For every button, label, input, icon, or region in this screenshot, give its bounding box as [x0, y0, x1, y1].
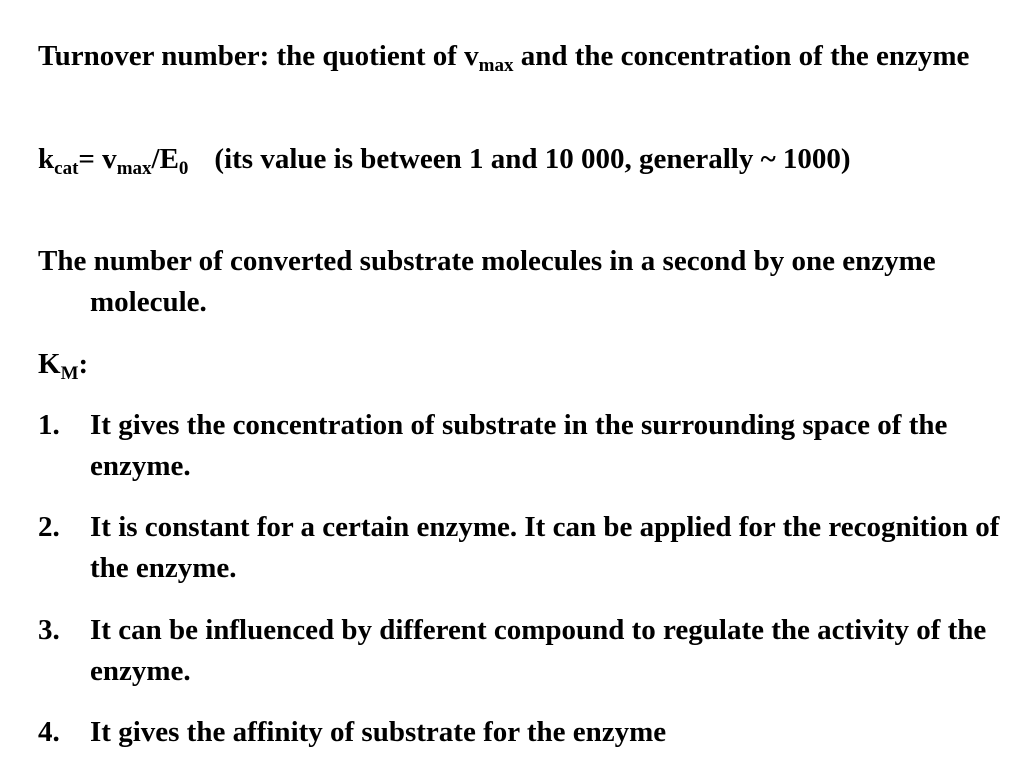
list-item-number: 3. [38, 614, 60, 646]
kcat-e-subscript: 0 [178, 158, 189, 179]
list-item-number: 1. [38, 409, 60, 441]
converted-molecules-text: The number of converted substrate molecules in a second by one enzyme molecule. [38, 245, 936, 318]
kcat-subscript: cat [54, 158, 79, 179]
turnover-prefix: Turnover number: the quotient of v [38, 40, 479, 72]
list-item-text: It gives the affinity of substrate for the enzyme [90, 716, 667, 748]
km-colon: : [78, 348, 89, 380]
list-item-number: 4. [38, 716, 60, 748]
list-item-text: It can be influenced by different compound to regulate the activity of the enzyme. [90, 614, 987, 687]
list-item [38, 712, 1024, 753]
turnover-definition [38, 36, 1024, 77]
km-k: K [38, 348, 61, 380]
list-item-text: It gives the concentration of substrate in the surrounding space of the enzyme. [90, 409, 948, 482]
kcat-vmax-subscript: max [116, 158, 152, 179]
list-item-text: It is constant for a certain enzyme. It can be applied for the recognition of the enzyme. [90, 511, 1000, 584]
kcat-formula [38, 139, 1024, 180]
kcat-note: (its value is between 1 and 10 000, generally ~ 1000) [214, 143, 851, 175]
kcat-slash-e: /E [151, 143, 179, 175]
kcat-equals-v: = v [78, 143, 117, 175]
vmax-subscript: max [478, 55, 514, 76]
list-item [38, 610, 1024, 692]
km-heading [38, 344, 1024, 385]
kcat-k: k [38, 143, 55, 175]
list-item [38, 507, 1024, 589]
list-item [38, 405, 1024, 487]
km-subscript: M [60, 363, 79, 384]
turnover-suffix: and the concentration of the enzyme [513, 40, 970, 72]
list-item-number: 2. [38, 511, 60, 543]
